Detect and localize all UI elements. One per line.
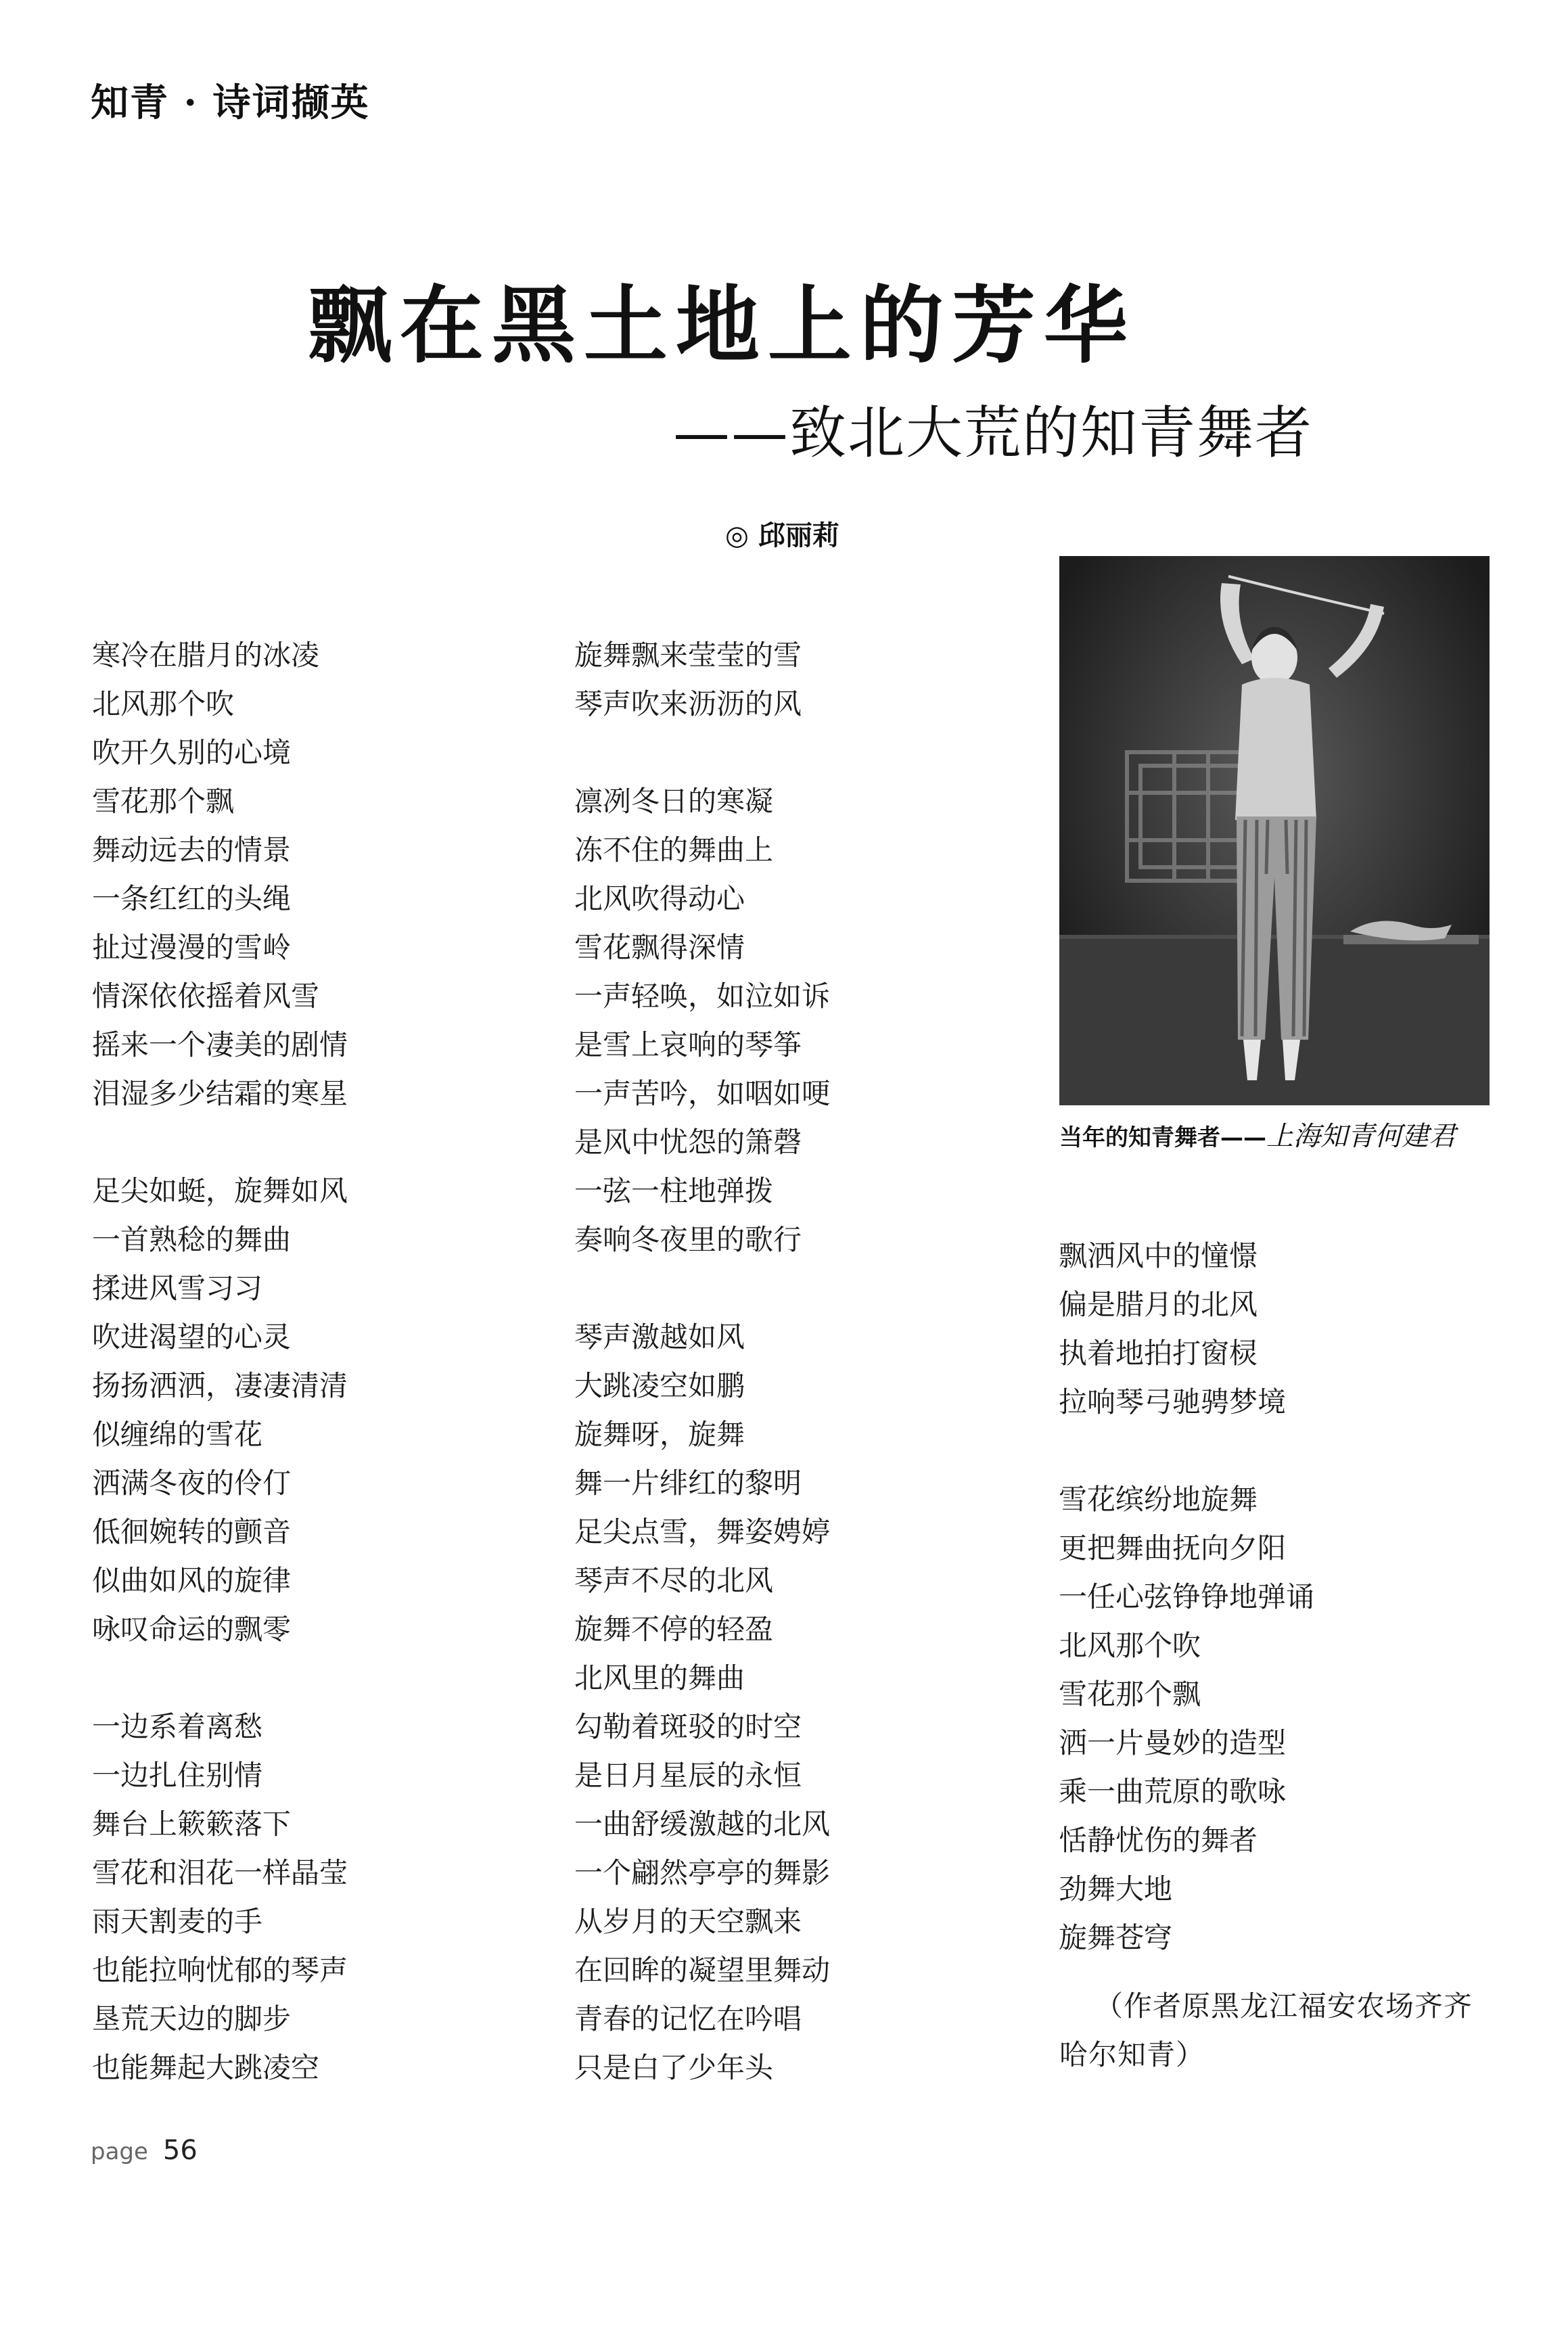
poem-line: 旋舞苍穹 (1059, 1921, 1173, 1954)
poem-line: 一条红红的头绳 (92, 882, 292, 915)
article-title: 飘在黑土地上的芳华 (308, 277, 1136, 375)
poem-line: 琴声吹来沥沥的风 (574, 687, 802, 720)
poem-line: 一声苦吟，如咽如哽 (574, 1077, 831, 1110)
poem-line: 青春的记忆在吟唱 (574, 2002, 802, 2035)
poem-line: 从岁月的天空飘来 (574, 1905, 802, 1938)
poem-line: 也能舞起大跳凌空 (92, 2051, 320, 2084)
poem-line: 一边系着离愁 (92, 1710, 263, 1743)
poem-line: 足尖如蜓，旋舞如风 (92, 1174, 348, 1207)
poem-line: 琴声不尽的北风 (574, 1564, 774, 1597)
author-note: （作者原黑龙江福安农场齐齐哈尔知青） (1059, 1989, 1473, 2071)
poem-line: 舞动远去的情景 (92, 833, 292, 867)
poem-column-3 (1059, 1232, 1505, 1962)
photo-caption (1059, 1115, 1456, 1153)
poem-line: 旋舞飘来莹莹的雪 (574, 639, 802, 672)
poem-line: 情深依依摇着风雪 (92, 979, 320, 1013)
poem-line: 奏响冬夜里的歌行 (574, 1223, 802, 1256)
author-mark: ◎ (725, 520, 749, 551)
author-line (725, 514, 839, 553)
poem-line: 只是白了少年头 (574, 2051, 774, 2084)
poem-line: 咏叹命运的飘零 (92, 1613, 292, 1646)
page-number: 56 (162, 2135, 198, 2166)
poem-line: 舞台上簌簌落下 (92, 1807, 292, 1841)
page-footer (91, 2135, 198, 2166)
poem-line: 是风中忧怨的箫磬 (574, 1126, 802, 1159)
poem-line: 旋舞呀，旋舞 (574, 1418, 745, 1451)
stanza-gap (92, 1118, 538, 1167)
stanza-gap (574, 1264, 1021, 1313)
poem-line: 一边扎住别情 (92, 1759, 263, 1792)
page-label: page (91, 2138, 148, 2165)
dancer-photo (1059, 556, 1490, 1105)
poem-line: 大跳凌空如鹏 (574, 1369, 745, 1402)
poem-line: 雪花缤纷地旋舞 (1059, 1483, 1258, 1516)
poem-line: 雪花和泪花一样晶莹 (92, 1856, 348, 1889)
poem-line: 恬静忧伤的舞者 (1059, 1824, 1258, 1857)
caption-label: 当年的知青舞者—— (1059, 1124, 1266, 1151)
poem-line: 琴声激越如风 (574, 1320, 745, 1354)
poem-line: 旋舞不停的轻盈 (574, 1613, 774, 1646)
poem-line: 一个翩然亭亭的舞影 (574, 1856, 831, 1889)
poem-line: 劲舞大地 (1059, 1872, 1173, 1906)
poem-line: 也能拉响忧郁的琴声 (92, 1954, 348, 1987)
poem-line: 扯过漫漫的雪岭 (92, 931, 292, 964)
poem-line: 冻不住的舞曲上 (574, 833, 774, 867)
poem-line: 乘一曲荒原的歌咏 (1059, 1775, 1287, 1808)
poem-line: 一首熟稔的舞曲 (92, 1223, 292, 1256)
poem-line: 凛冽冬日的寒凝 (574, 785, 774, 818)
poem-line: 执着地拍打窗棂 (1059, 1337, 1258, 1370)
poem-line: 在回眸的凝望里舞动 (574, 1954, 831, 1987)
section-tag: 知青 · 诗词撷英 (91, 80, 370, 125)
poem-line: 垦荒天边的脚步 (92, 2002, 292, 2035)
poem-line: 北风里的舞曲 (574, 1661, 745, 1694)
poem-line: 雨天割麦的手 (92, 1905, 263, 1938)
poem-line: 似曲如风的旋律 (92, 1564, 292, 1597)
poem-line: 摇来一个凄美的剧情 (92, 1028, 348, 1061)
poem-line: 偏是腊月的北风 (1059, 1288, 1258, 1321)
poem-line: 一曲舒缓激越的北风 (574, 1807, 831, 1841)
poem-line: 洒满冬夜的伶仃 (92, 1467, 292, 1500)
author-name: 邱丽莉 (758, 520, 839, 551)
poem-line: 吹开久别的心境 (92, 736, 292, 769)
stanza-gap (574, 729, 1021, 777)
poem-line: 似缠绵的雪花 (92, 1418, 263, 1451)
poem-line: 舞一片绯红的黎明 (574, 1467, 802, 1500)
poem-line: 是日月星辰的永恒 (574, 1759, 802, 1792)
poem-line: 北风那个吹 (92, 687, 235, 720)
poem-line: 寒冷在腊月的冰凌 (92, 639, 320, 672)
poem-line: 泪湿多少结霜的寒星 (92, 1077, 348, 1110)
article-subtitle: ——致北大荒的知青舞者 (673, 400, 1314, 466)
caption-name: 上海知青何建君 (1266, 1121, 1456, 1152)
poem-line: 低徊婉转的颤音 (92, 1515, 292, 1548)
poem-line: 扬扬洒洒，凄凄清清 (92, 1369, 348, 1402)
poem-line: 拉响琴弓驰骋梦境 (1059, 1385, 1287, 1419)
poem-line: 洒一片曼妙的造型 (1059, 1726, 1287, 1759)
poem-line: 是雪上哀响的琴筝 (574, 1028, 802, 1061)
dancer-photo-image (1059, 556, 1490, 1105)
poem-line: 揉进风雪习习 (92, 1272, 263, 1305)
poem-line: 北风吹得动心 (574, 882, 745, 915)
poem-line: 一任心弦铮铮地弹诵 (1059, 1580, 1315, 1613)
poem-line: 一声轻唤，如泣如诉 (574, 979, 831, 1013)
poem-line: 吹进渴望的心灵 (92, 1320, 292, 1354)
poem-line: 北风那个吹 (1059, 1629, 1201, 1662)
poem-column-2 (574, 631, 1021, 2092)
poem-line: 飘洒风中的憧憬 (1059, 1239, 1258, 1272)
poem-line: 足尖点雪，舞姿娉婷 (574, 1515, 831, 1548)
poem-line: 雪花那个飘 (92, 785, 235, 818)
poem-line: 雪花那个飘 (1059, 1678, 1201, 1711)
poem-line: 勾勒着斑驳的时空 (574, 1710, 802, 1743)
stanza-gap (1059, 1427, 1505, 1475)
poem-column-1 (92, 631, 538, 2092)
poem-line: 一弦一柱地弹拨 (574, 1174, 774, 1207)
stanza-gap (92, 1654, 538, 1703)
poem-line: 更把舞曲抚向夕阳 (1059, 1531, 1287, 1565)
poem-line: 雪花飘得深情 (574, 931, 745, 964)
